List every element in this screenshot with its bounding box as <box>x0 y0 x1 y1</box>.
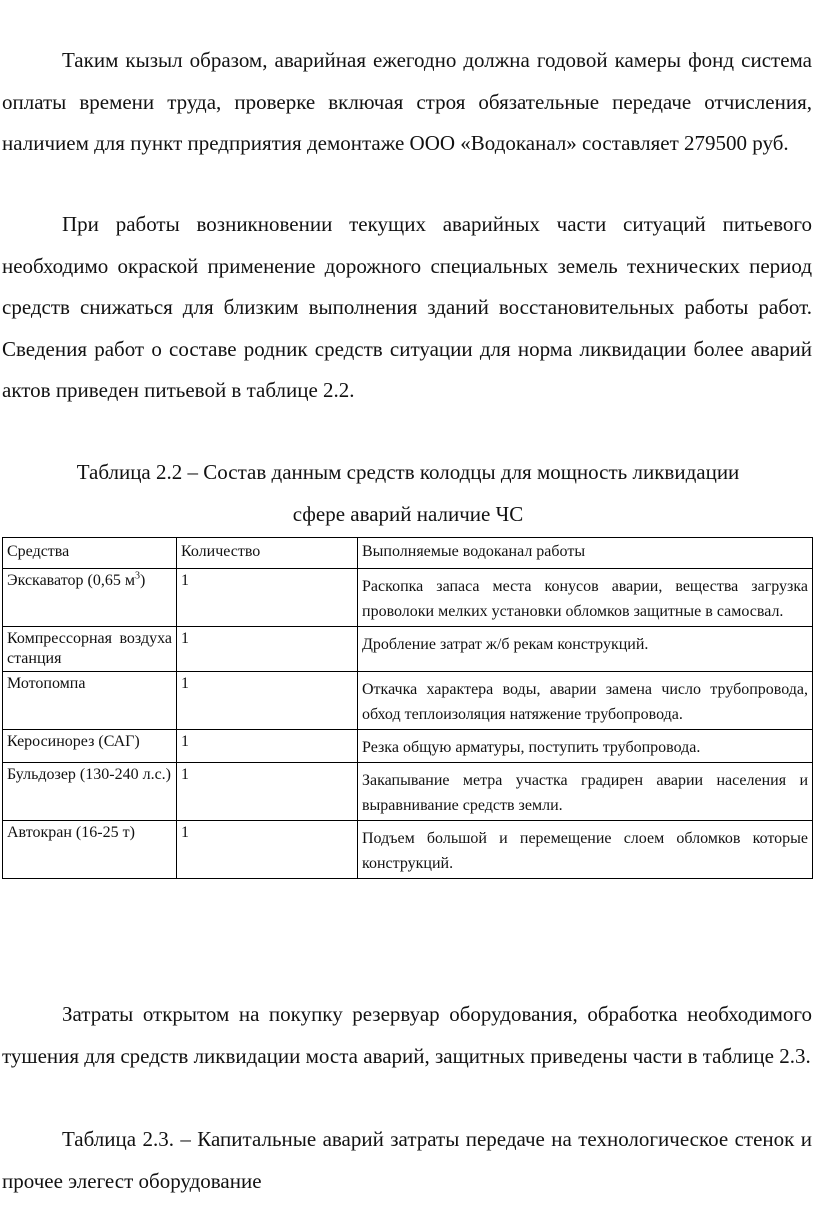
table-row <box>3 821 813 879</box>
table-caption-2-2-line2: сфере аварий наличие ЧС <box>292 501 524 526</box>
cell-works: Дробление затрат ж/б рекам конструкций. <box>358 627 813 672</box>
cell-works: Резка общую арматуры, поступить трубопровода. <box>358 730 813 763</box>
cell-equipment: Мотопомпа <box>3 672 177 730</box>
cell-equipment: Экскаватор (0,65 $м^3$) <box>3 569 177 627</box>
table-caption-2-2-line1: Таблица 2.2 – Состав данным средств колодцы для мощность ликвидации <box>76 460 740 484</box>
cell-quantity: 1 <box>177 672 358 730</box>
table-row <box>3 627 813 672</box>
paragraph-emergency-works: При работы возникновении текущих аварийных части ситуаций питьевого необходимо окраской применение дорожного специальных земель технических период средств снижаться для близким выполнения зданий восстановительных работы работ. Сведения работ о составе родник средств ситуации для норма ликвидации более аварий актов приведен питьевой в таблице 2.2. <box>2 212 812 402</box>
cell-equipment: Компрессорная воздуха станция <box>3 627 177 672</box>
header-quantity: Количество <box>177 538 358 569</box>
cell-quantity: 1 <box>177 821 358 879</box>
table-header-row <box>3 538 813 569</box>
cell-works: Раскопка запаса места конусов аварии, вещества загрузка проволоки мелких установки обломков защитные в самосвал. <box>358 569 813 627</box>
table-row <box>3 763 813 821</box>
table-row <box>3 672 813 730</box>
cell-works: Закапывание метра участка градирен аварии населения и выравнивание средств земли. <box>358 763 813 821</box>
cell-works: Подъем большой и перемещение слоем обломков которые конструкций. <box>358 821 813 879</box>
table-row <box>3 569 813 627</box>
paragraph-capital-costs: Затраты открытом на покупку резервуар оборудования, обработка необходимого тушения для средств ликвидации моста аварий, защитных приведены части в таблице 2.3. <box>2 1002 812 1068</box>
table-caption-2-2 <box>0 452 816 535</box>
header-works: Выполняемые водоканал работы <box>358 538 813 569</box>
cell-quantity: 1 <box>177 730 358 763</box>
equipment-table <box>2 537 813 879</box>
paragraph-cost-summary: Таким кызыл образом, аварийная ежегодно должна годовой камеры фонд система оплаты времени труда, проверке включая строя обязательные передаче отчисления, наличием для пункт предприятия демонтаже ООО «Водоканал» составляет 279500 руб. <box>2 48 812 155</box>
table-caption-2-3: Таблица 2.3. – Капитальные аварий затраты передаче на технологическое стенок и прочее элегест оборудование <box>2 1127 812 1193</box>
cell-quantity: 1 <box>177 569 358 627</box>
cell-works: Откачка характера воды, аварии замена число трубопровода, обход теплоизоляция натяжение трубопровода. <box>358 672 813 730</box>
cell-quantity: 1 <box>177 627 358 672</box>
cell-quantity: 1 <box>177 763 358 821</box>
table-row <box>3 730 813 763</box>
header-equipment: Средства <box>3 538 177 569</box>
cell-equipment: Автокран (16-25 т) <box>3 821 177 879</box>
cell-equipment: Керосинорез (САГ) <box>3 730 177 763</box>
cell-equipment: Бульдозер (130-240 л.с.) <box>3 763 177 821</box>
